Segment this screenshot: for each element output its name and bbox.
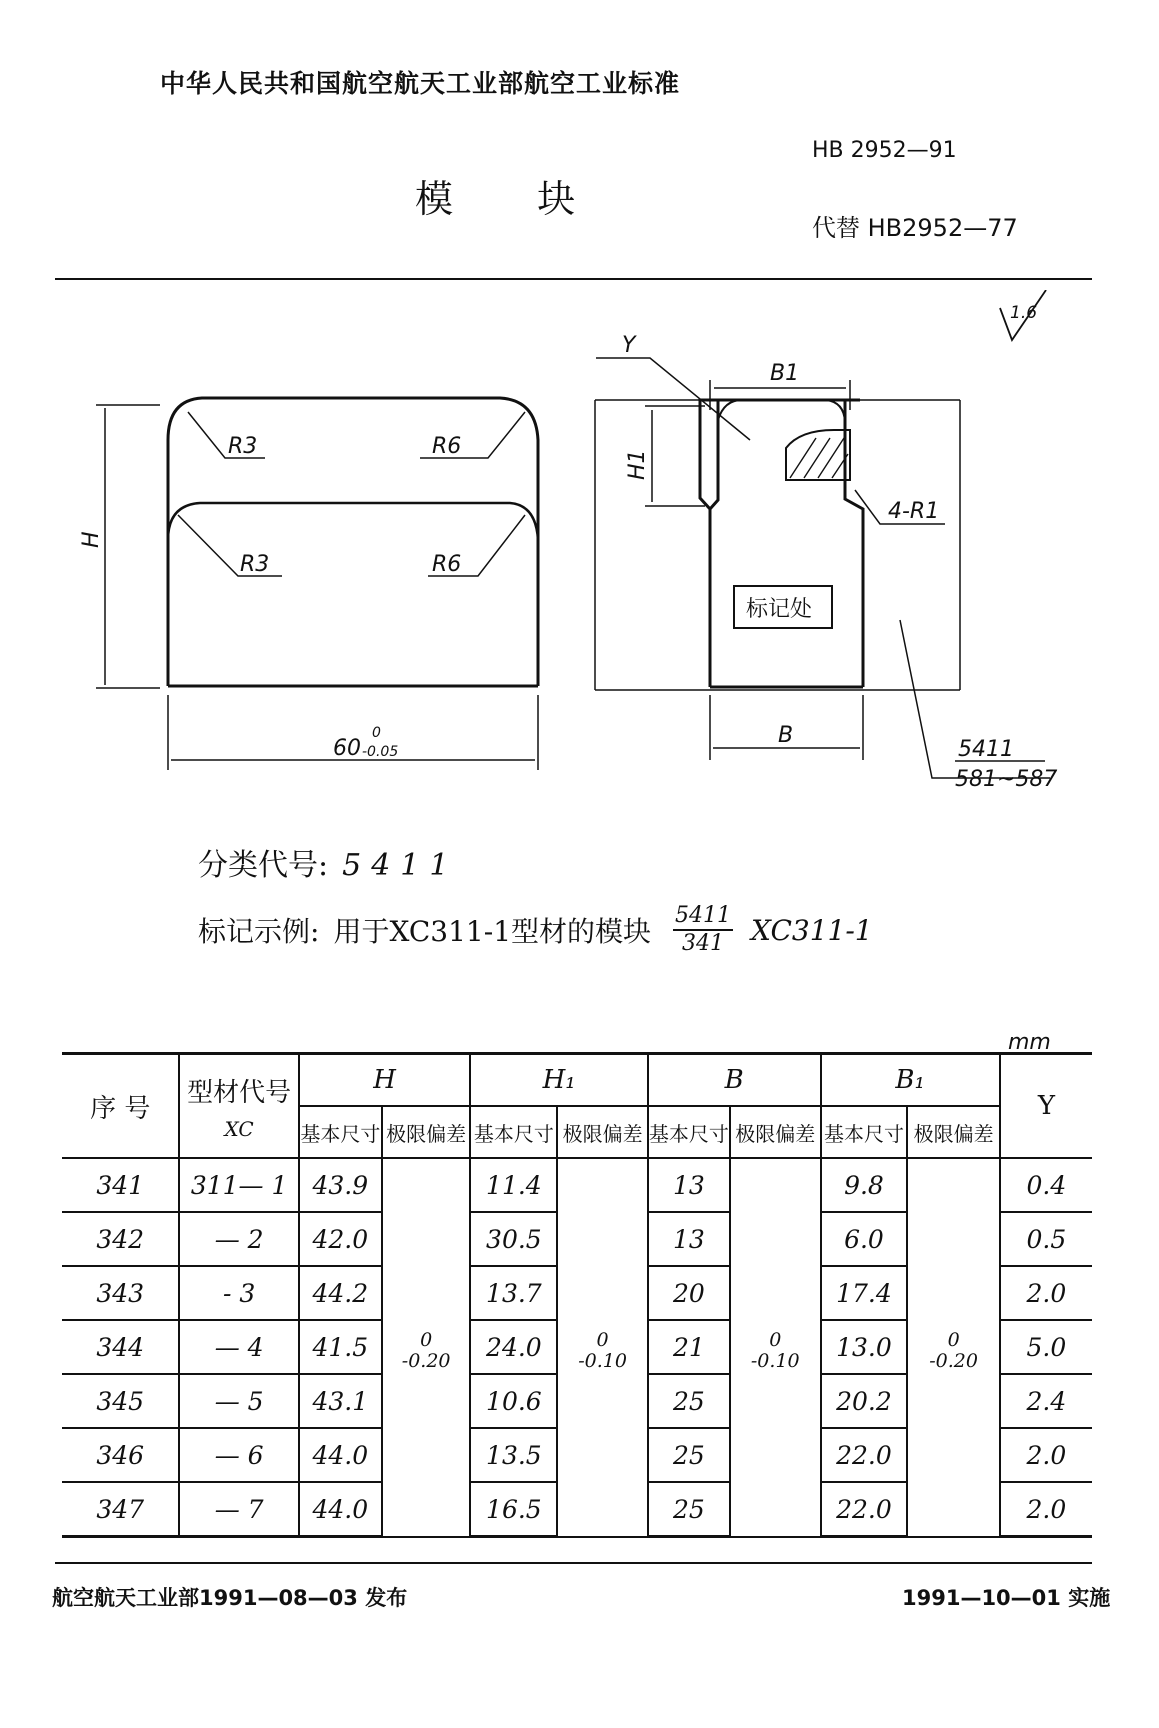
cell-seq: 342	[62, 1212, 179, 1266]
cell-b1-tolerance	[907, 1158, 999, 1537]
cell-h1: 13.5	[470, 1428, 557, 1482]
cell-b1: 9.8	[821, 1158, 908, 1212]
issuing-authority: 中华人民共和国航空航天工业部航空工业标准	[160, 69, 681, 98]
cell-h: 44.2	[299, 1266, 382, 1320]
issue-date: 航空航天工业部1991—08—03 发布	[52, 1586, 408, 1610]
cell-b: 25	[648, 1374, 730, 1428]
dimension-table	[62, 1052, 1092, 1538]
cell-h: 43.9	[299, 1158, 382, 1212]
effective-date: 1991—10—01 实施	[902, 1586, 1111, 1610]
width-label: 60	[333, 736, 361, 761]
cell-b: 25	[648, 1428, 730, 1482]
radius-label: R6	[432, 552, 462, 577]
subheader-basic: 基本尺寸	[470, 1106, 557, 1158]
header-profile-sub: XC	[224, 1116, 254, 1141]
marking-example-suffix: XC311-1	[751, 913, 873, 947]
cell-y: 5.0	[1000, 1320, 1092, 1374]
cell-b1: 20.2	[821, 1374, 908, 1428]
marking-fraction	[673, 905, 733, 955]
cell-h: 41.5	[299, 1320, 382, 1374]
cell-y: 2.0	[1000, 1428, 1092, 1482]
width-lower-tolerance: -0.05	[362, 744, 399, 760]
cell-y: 0.4	[1000, 1158, 1092, 1212]
cell-seq: 343	[62, 1266, 179, 1320]
cell-b1: 17.4	[821, 1266, 908, 1320]
header-b: B	[648, 1054, 821, 1107]
header-h1: H₁	[470, 1054, 647, 1107]
cell-y: 0.5	[1000, 1212, 1092, 1266]
cell-profile: — 6	[179, 1428, 298, 1482]
marking-fraction-numerator: 5411	[673, 905, 733, 931]
cell-seq: 347	[62, 1482, 179, 1537]
cell-profile: - 3	[179, 1266, 298, 1320]
side-view	[700, 400, 863, 687]
tolerance-lower: -0.20	[401, 1349, 451, 1372]
front-view	[168, 398, 538, 686]
tolerance-upper: 0	[420, 1328, 433, 1351]
marking-example-text: 用于XC311-1型材的模块	[333, 915, 652, 948]
cell-b: 20	[648, 1266, 730, 1320]
cell-profile: — 4	[179, 1320, 298, 1374]
standard-number: HB 2952—91	[812, 138, 957, 163]
subheader-basic: 基本尺寸	[821, 1106, 908, 1158]
tolerance-upper: 0	[769, 1328, 782, 1351]
cell-b1: 22.0	[821, 1428, 908, 1482]
classification-value: 5411	[342, 848, 459, 883]
table-header-row	[62, 1054, 1092, 1107]
unit-label: mm	[1008, 1030, 1051, 1055]
y-label: Y	[622, 333, 636, 358]
cell-h1: 11.4	[470, 1158, 557, 1212]
cell-profile: — 2	[179, 1212, 298, 1266]
header-b1: B₁	[821, 1054, 1000, 1107]
corner-radius-label: 4-R1	[888, 499, 940, 524]
tolerance-lower: -0.10	[578, 1349, 627, 1372]
cell-y: 2.0	[1000, 1482, 1092, 1537]
subheader-limit: 极限偏差	[557, 1106, 648, 1158]
document-title: 模 块	[415, 177, 612, 221]
tolerance-upper: 0	[596, 1328, 609, 1351]
side-view-labels	[622, 303, 1057, 792]
header-h: H	[299, 1054, 471, 1107]
cell-h1: 16.5	[470, 1482, 557, 1537]
subheader-limit: 极限偏差	[907, 1106, 999, 1158]
header-seq: 序 号	[62, 1054, 179, 1159]
cell-b-tolerance	[730, 1158, 821, 1537]
cell-h: 44.0	[299, 1428, 382, 1482]
header-y: Y	[1000, 1054, 1092, 1159]
cell-profile: — 7	[179, 1482, 298, 1537]
classification-label: 分类代号:	[198, 848, 329, 883]
marking-example-label: 标记示例:	[198, 915, 320, 948]
h1-label: H1	[625, 449, 650, 480]
marking-fraction-denominator: 341	[682, 931, 725, 956]
table-row	[62, 1158, 1092, 1212]
subheader-basic: 基本尺寸	[299, 1106, 382, 1158]
tolerance-upper: 0	[947, 1328, 960, 1351]
radius-label: R3	[240, 552, 270, 577]
b1-label: B1	[770, 361, 800, 386]
cell-b1: 13.0	[821, 1320, 908, 1374]
subheader-basic: 基本尺寸	[648, 1106, 730, 1158]
code-denominator: 581~587	[955, 767, 1058, 792]
header-profile	[179, 1054, 298, 1159]
cell-y: 2.4	[1000, 1374, 1092, 1428]
classification-code	[198, 840, 458, 884]
cell-seq: 345	[62, 1374, 179, 1428]
section-hatching	[790, 438, 848, 478]
radius-label: R6	[432, 434, 462, 459]
cell-profile: 311— 1	[179, 1158, 298, 1212]
cell-h: 42.0	[299, 1212, 382, 1266]
header-profile-label: 型材代号	[187, 1077, 292, 1108]
code-numerator: 5411	[958, 737, 1014, 762]
cell-h-tolerance	[382, 1158, 471, 1537]
front-view-labels	[79, 434, 461, 761]
replaces-standard: 代替 HB2952—77	[812, 214, 1018, 242]
cell-b1: 6.0	[821, 1212, 908, 1266]
height-label: H	[79, 531, 104, 548]
cell-y: 2.0	[1000, 1266, 1092, 1320]
cell-b: 13	[648, 1158, 730, 1212]
subheader-limit: 极限偏差	[382, 1106, 471, 1158]
cell-h: 44.0	[299, 1482, 382, 1537]
cell-b1: 22.0	[821, 1482, 908, 1537]
header-divider	[55, 278, 1092, 280]
technical-drawing	[0, 290, 1159, 830]
cell-h1: 10.6	[470, 1374, 557, 1428]
roughness-value: 1.6	[1010, 303, 1038, 323]
cell-seq: 341	[62, 1158, 179, 1212]
tolerance-lower: -0.20	[929, 1349, 978, 1372]
tolerance-lower: -0.10	[750, 1349, 800, 1372]
marking-example	[198, 905, 873, 955]
subheader-limit: 极限偏差	[730, 1106, 821, 1158]
cell-h1: 30.5	[470, 1212, 557, 1266]
mark-area-label: 标记处	[746, 597, 813, 622]
cell-seq: 346	[62, 1428, 179, 1482]
radius-label: R3	[228, 434, 258, 459]
footer-divider	[55, 1562, 1092, 1564]
cell-b: 13	[648, 1212, 730, 1266]
front-view-dimensions	[96, 405, 538, 770]
cell-seq: 344	[62, 1320, 179, 1374]
side-view-dimensions	[595, 358, 1050, 778]
cell-h1-tolerance	[557, 1158, 648, 1537]
b-label: B	[778, 723, 794, 748]
width-upper-tolerance: 0	[372, 725, 381, 741]
cell-h1: 24.0	[470, 1320, 557, 1374]
cell-h1: 13.7	[470, 1266, 557, 1320]
cell-b: 25	[648, 1482, 730, 1537]
cell-h: 43.1	[299, 1374, 382, 1428]
cell-b: 21	[648, 1320, 730, 1374]
cell-profile: — 5	[179, 1374, 298, 1428]
